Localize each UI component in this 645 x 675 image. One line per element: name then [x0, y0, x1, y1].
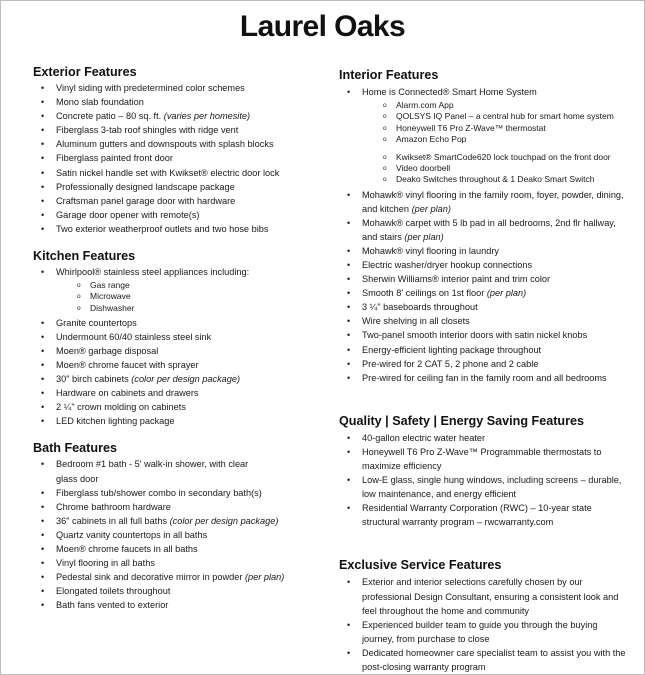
list-item: • Chrome bathroom hardware — [33, 500, 323, 514]
bath-cabinet-note: (color per design package) — [169, 515, 279, 526]
list-item: • Hardware on cabinets and drawers — [33, 386, 323, 400]
list-item: • Satin nickel handle set with Kwikset® electric door lock — [33, 166, 323, 180]
list-item: • Moen® garbage disposal — [33, 344, 323, 358]
list-item: • Pedestal sink and decorative mirror in powder (per plan) — [33, 570, 323, 584]
page-title: Laurel Oaks — [239, 10, 406, 43]
sub-list-item: o Alarm.com App — [339, 100, 629, 111]
list-item: • Mohawk® vinyl flooring in the family room, foyer, powder, dining, and kitchen (per plan) — [339, 188, 629, 216]
list-item: • Smooth 8' ceilings on 1st floor (per plan) — [339, 286, 629, 300]
exclusive-section — [339, 558, 629, 674]
interior-list — [339, 85, 629, 99]
list-item: • Moen® chrome faucets in all baths — [33, 542, 323, 556]
sub-list-item: o Kwikset® SmartCode620 lock touchpad on the front door — [339, 152, 629, 163]
kitchen-heading: Kitchen Features — [33, 249, 136, 264]
interior-heading: Interior Features — [339, 68, 439, 82]
smart-home-sublist — [339, 100, 629, 185]
bath-heading: Bath Features — [33, 441, 117, 456]
kitchen-list-2 — [33, 316, 323, 429]
exterior-list — [33, 81, 323, 236]
sub-list-item: o Deako Switches throughout & 1 Deako Smart Switch — [339, 174, 629, 185]
list-item: • Professionally designed landscape package — [33, 180, 323, 194]
list-item: • Residential Warranty Corporation (RWC) – 10-year state structural warranty program – rwcwarranty.com — [339, 501, 629, 529]
list-item: • Vinyl siding with predetermined color schemes — [33, 81, 323, 95]
bath-section — [33, 441, 323, 612]
kitchen-list — [33, 265, 323, 279]
list-item: • Fiberglass 3-tab roof shingles with ridge vent — [33, 123, 323, 137]
list-item: • Whirlpool® stainless steel appliances including: — [33, 265, 323, 279]
list-item: • Mohawk® vinyl flooring in laundry — [339, 244, 629, 258]
list-item: • 3 ¼" baseboards throughout — [339, 300, 629, 314]
quality-list — [339, 431, 629, 530]
list-item: • Fiberglass painted front door — [33, 151, 323, 165]
list-item: • Energy-efficient lighting package throughout — [339, 343, 629, 357]
list-item: • Sherwin Williams® interior paint and trim color — [339, 272, 629, 286]
list-item: • Mohawk® carpet with 5 lb pad in all bedrooms, 2nd flr hallway, and stairs (per plan) — [339, 216, 629, 244]
kitchen-section — [33, 249, 323, 428]
list-item: • Pre-wired for 2 CAT 5, 2 phone and 2 cable — [339, 357, 629, 371]
list-item: • Vinyl flooring in all baths — [33, 556, 323, 570]
sub-list-item: o Honeywell T6 Pro Z-Wave™ thermostat — [339, 123, 629, 134]
list-item: • Exterior and interior selections carefully chosen by our professional Design Consultant, ensuring a consistent look and feel throughout the home and community — [339, 575, 629, 617]
quality-heading: Quality | Safety | Energy Saving Features — [339, 413, 585, 428]
exterior-section — [33, 65, 323, 236]
sub-list-item: o Microwave — [33, 291, 323, 302]
list-item: • Dedicated homeowner care specialist team to assist you with the post-closing warranty program — [339, 646, 629, 674]
exclusive-heading: Exclusive Service Features — [339, 558, 502, 573]
sub-list-item: o Amazon Echo Pop — [339, 134, 629, 145]
list-item: • Undermount 60/40 stainless steel sink — [33, 330, 323, 344]
list-item: • Aluminum gutters and downspouts with splash blocks — [33, 137, 323, 151]
list-item: • Garage door opener with remote(s) — [33, 208, 323, 222]
sub-list-item: o Video doorbell — [339, 163, 629, 174]
interior-list-2 — [339, 188, 629, 385]
list-item: • Craftsman panel garage door with hardware — [33, 194, 323, 208]
powder-note: (per plan) — [244, 572, 285, 583]
list-item: • 40-gallon electric water heater — [339, 431, 629, 445]
sub-list-item: o Dishwasher — [33, 303, 323, 314]
patio-note: (varies per homesite) — [163, 111, 251, 122]
list-item: • Granite countertops — [33, 316, 323, 330]
right-column — [339, 68, 629, 674]
cabinet-note: (color per design package) — [131, 374, 241, 385]
exterior-heading: Exterior Features — [33, 65, 137, 79]
list-item: • Wire shelving in all closets — [339, 314, 629, 328]
list-item: • Moen® chrome faucet with sprayer — [33, 358, 323, 372]
list-item: • Bath fans vented to exterior — [33, 598, 323, 612]
sub-list-item: o QOLSYS IQ Panel – a central hub for smart home system — [339, 111, 629, 122]
list-item: • Mono slab foundation — [33, 95, 323, 109]
list-item: • Low-E glass, single hung windows, including screens – durable, low maintenance, and energy efficient — [339, 473, 629, 501]
list-item: • LED kitchen lighting package — [33, 414, 323, 428]
list-item: • Home is Connected® Smart Home System — [339, 85, 629, 99]
appliance-sublist — [33, 280, 323, 314]
list-item: • Bedroom #1 bath - 5' walk-in shower, with clear glass door — [33, 457, 323, 485]
left-column — [33, 65, 323, 613]
list-item: • 30" birch cabinets (color per design package) — [33, 372, 323, 386]
bath-list — [33, 457, 323, 612]
list-item: • Experienced builder team to guide you through the buying journey, from purchase to close — [339, 618, 629, 646]
interior-section — [339, 68, 629, 385]
list-item: • Fiberglass tub/shower combo in secondary bath(s) — [33, 486, 323, 500]
list-item: • Pre-wired for ceiling fan in the family room and all bedrooms — [339, 371, 629, 385]
exclusive-list — [339, 575, 629, 674]
sublist-gap — [339, 145, 629, 152]
list-item: • 36" cabinets in all full baths (color per design package) — [33, 514, 323, 528]
list-item: • Electric washer/dryer hookup connections — [339, 258, 629, 272]
quality-section — [339, 414, 629, 530]
list-item: • 2 ¼" crown molding on cabinets — [33, 400, 323, 414]
list-item: • Concrete patio – 80 sq. ft. (varies per homesite) — [33, 109, 323, 123]
sub-list-item: o Gas range — [33, 280, 323, 291]
list-item: • Two exterior weatherproof outlets and two hose bibs — [33, 222, 323, 236]
list-item: • Elongated toilets throughout — [33, 584, 323, 598]
list-item: • Two-panel smooth interior doors with satin nickel knobs — [339, 328, 629, 342]
list-item: • Honeywell T6 Pro Z-Wave™ Programmable thermostats to maximize efficiency — [339, 445, 629, 473]
list-item: • Quartz vanity countertops in all baths — [33, 528, 323, 542]
